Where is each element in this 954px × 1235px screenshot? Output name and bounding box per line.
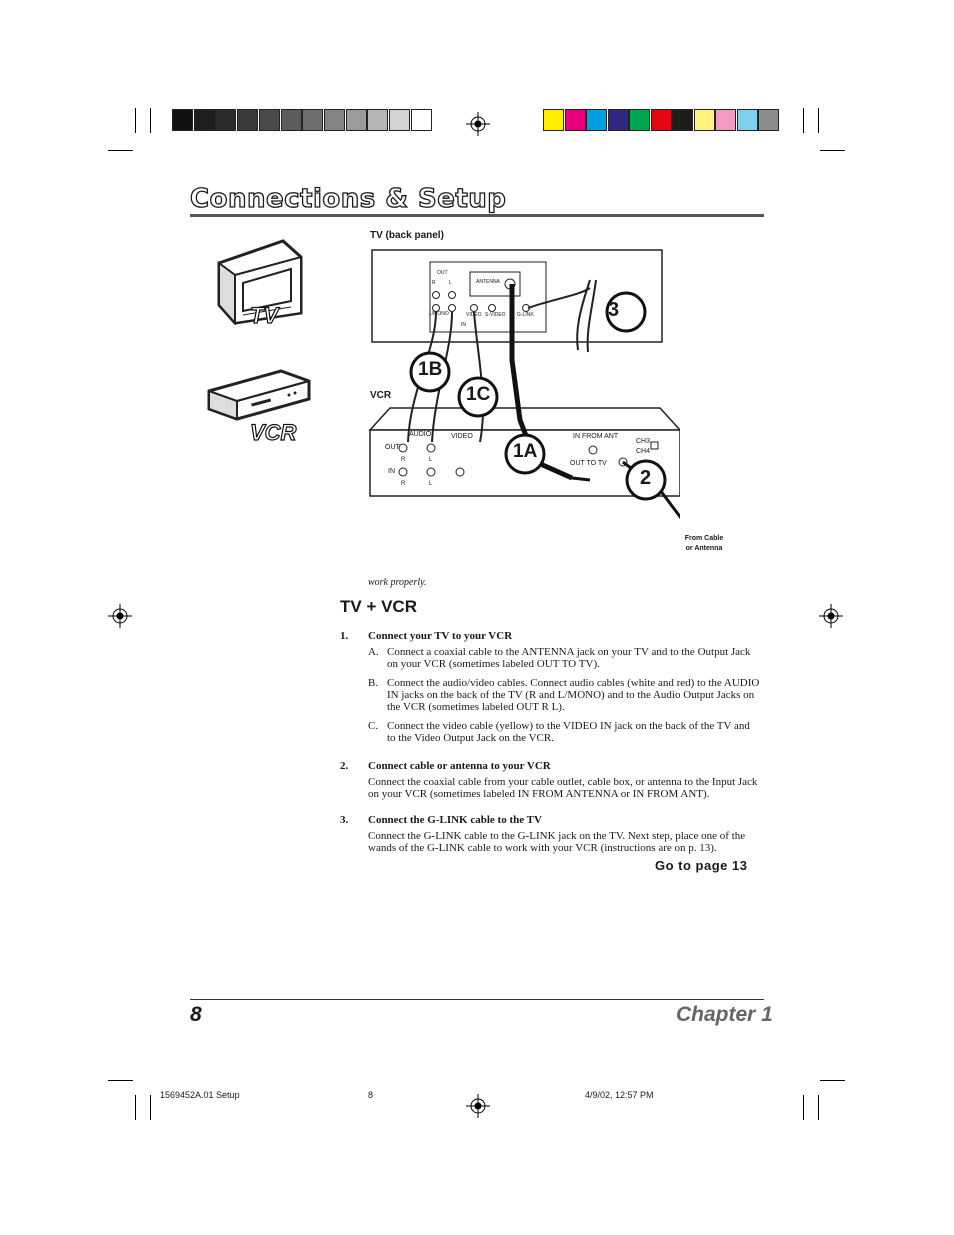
gray-swatch xyxy=(194,109,215,131)
gray-swatch xyxy=(389,109,410,131)
footer-rule xyxy=(190,999,764,1000)
registration-mark-bottom xyxy=(466,1094,490,1118)
tv-glink-label: G-LINK xyxy=(517,312,534,318)
tv-svideo-label: S-VIDEO xyxy=(485,312,506,318)
vcr-icon xyxy=(205,365,315,425)
step-1b-letter: B. xyxy=(368,677,379,689)
gray-swatch xyxy=(172,109,193,131)
color-swatch xyxy=(586,109,607,131)
vcr-r-label: R xyxy=(401,457,406,463)
title-rule xyxy=(190,214,764,217)
color-swatch xyxy=(715,109,736,131)
vcr-l-label: L xyxy=(429,457,433,463)
tv-r-label: R xyxy=(432,280,436,286)
callout-1a-label: 1A xyxy=(513,441,538,462)
step-3-body: Connect the G-LINK cable to the G-LINK jack on the TV. Next step, place one of the wands of the G-LINK cable to work with your VCR (instructions are on p. 13). xyxy=(368,830,746,854)
gray-swatch xyxy=(215,109,236,131)
step-2-heading: Connect cable or antenna to your VCR xyxy=(368,760,551,772)
color-swatch xyxy=(737,109,758,131)
vcr-in-label: IN xyxy=(388,468,395,475)
gray-swatch xyxy=(346,109,367,131)
slug-page: 8 xyxy=(368,1090,374,1100)
from-cable-line1: From Cable xyxy=(684,535,724,542)
tv-video-label: VIDEO xyxy=(466,312,482,318)
color-swatch xyxy=(694,109,715,131)
chapter-label: Chapter 1 xyxy=(676,1003,773,1026)
step-3-number: 3. xyxy=(340,814,349,826)
slug-file: 1569452A.01 Setup xyxy=(160,1090,240,1100)
gray-swatch xyxy=(324,109,345,131)
callout-1c-label: 1C xyxy=(466,384,491,405)
work-properly-text: work properly. xyxy=(368,577,427,588)
vcr-video-label: VIDEO xyxy=(451,433,473,440)
page-title: Connections & Setup xyxy=(190,184,507,214)
step-1c-letter: C. xyxy=(368,720,379,732)
vcr-icon-label: VCR xyxy=(250,420,297,445)
tv-icon-label: TV xyxy=(250,303,279,328)
vcr-out-to-tv-label: OUT TO TV xyxy=(570,460,607,467)
step-3-heading: Connect the G-LINK cable to the TV xyxy=(368,814,542,826)
go-to-page-link[interactable]: Go to page 13 xyxy=(655,858,748,873)
gray-swatch xyxy=(411,109,432,131)
registration-mark-top xyxy=(466,112,490,136)
color-swatch xyxy=(672,109,693,131)
page-number: 8 xyxy=(190,1003,202,1026)
vcr-audio-label: AUDIO xyxy=(409,431,432,438)
gray-swatch xyxy=(259,109,280,131)
callout-1b-label: 1B xyxy=(418,359,443,380)
gray-swatch xyxy=(281,109,302,131)
color-swatch xyxy=(651,109,672,131)
color-swatch xyxy=(608,109,629,131)
section-title: TV + VCR xyxy=(340,597,417,616)
gray-swatch xyxy=(302,109,323,131)
step-1c-text: Connect the video cable (yellow) to the VIDEO IN jack on the back of the TV and to the Video Output Jack on the VCR. xyxy=(387,720,750,744)
vcr-ch3-label: CH3 xyxy=(636,438,651,445)
tv-antenna-label: ANTENNA xyxy=(476,279,500,285)
registration-mark-left xyxy=(108,604,132,628)
step-1-heading: Connect your TV to your VCR xyxy=(368,630,513,642)
color-swatch xyxy=(565,109,586,131)
tv-l-label: L xyxy=(449,280,452,286)
vcr-ch4-label: CH4 xyxy=(636,448,651,455)
slug-date: 4/9/02, 12:57 PM xyxy=(585,1090,654,1100)
step-2-body: Connect the coaxial cable from your cable outlet, cable box, or antenna to the Input Jack on your VCR (sometimes labeled IN FROM ANTENNA or IN FROM ANT). xyxy=(368,776,758,800)
color-swatch xyxy=(758,109,779,131)
vcr-out-label: OUT xyxy=(385,444,400,451)
callout-2-label: 2 xyxy=(640,467,652,489)
tv-out-label: OUT xyxy=(437,270,448,276)
registration-mark-right xyxy=(819,604,843,628)
step-1a-text: Connect a coaxial cable to the ANTENNA jack on your TV and to the Output Jack on your VCR (sometimes labeled OUT TO TV). xyxy=(387,646,751,670)
vcr-in-from-ant-label: IN FROM ANT xyxy=(573,433,619,440)
step-1-number: 1. xyxy=(340,630,349,642)
tv-lmono-label: L/MONO xyxy=(429,311,449,317)
tv-back-panel-label: TV (back panel) xyxy=(370,230,444,241)
gray-swatch xyxy=(237,109,258,131)
step-1b-text: Connect the audio/video cables. Connect audio cables (white and red) to the AUDIO IN jacks on the back of the TV (R and L/MONO) and to the Audio Output Jacks on the VCR (sometimes labeled OUT R L). xyxy=(387,677,760,713)
gray-swatch xyxy=(367,109,388,131)
connection-diagram xyxy=(360,240,680,570)
step-1a-letter: A. xyxy=(368,646,379,658)
color-swatch xyxy=(629,109,650,131)
from-cable-line2: or Antenna xyxy=(685,545,723,552)
step-2-number: 2. xyxy=(340,760,349,772)
from-cable-label xyxy=(680,534,728,554)
vcr-label: VCR xyxy=(370,390,392,401)
vcr-r-label-2: R xyxy=(401,481,406,487)
color-swatch xyxy=(543,109,564,131)
tv-in-label: IN xyxy=(461,322,466,328)
vcr-l-label-2: L xyxy=(429,481,433,487)
callout-3-label: 3 xyxy=(608,299,620,321)
